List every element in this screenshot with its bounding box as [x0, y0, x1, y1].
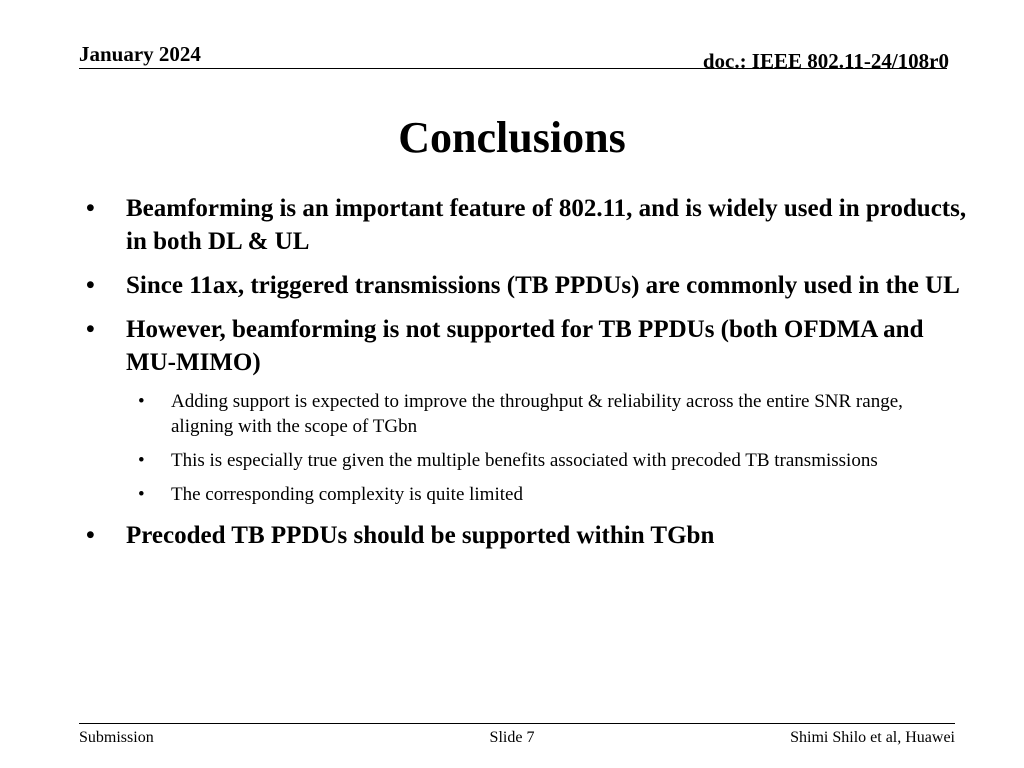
sub-bullet-text: Adding support is expected to improve the throughput & reliability across the entire SNR range, aligning with the scope of TGbn: [171, 391, 903, 437]
header-date: January 2024: [79, 42, 201, 66]
sub-bullet-dot-icon: •: [138, 391, 145, 412]
bullet-dot-icon: •: [86, 316, 95, 343]
footer-divider: [79, 723, 955, 724]
sub-bullet-dot-icon: •: [138, 450, 145, 471]
sub-bullet-item: [138, 448, 961, 473]
sub-bullet-item: [138, 389, 961, 439]
sub-bullet-list: [86, 389, 976, 507]
sub-bullet-text: The corresponding complexity is quite limited: [171, 484, 523, 505]
bullet-dot-icon: •: [86, 522, 95, 549]
bullet-text: Precoded TB PPDUs should be supported within TGbn: [126, 522, 715, 549]
bullet-text: However, beamforming is not supported for TB PPDUs (both OFDMA and MU-MIMO): [126, 316, 924, 376]
bullet-item: [86, 192, 976, 258]
slide-body: [86, 192, 976, 563]
slide-title: Conclusions: [398, 113, 626, 162]
bullet-text: Since 11ax, triggered transmissions (TB PPDUs) are commonly used in the UL: [126, 272, 960, 299]
header-doc-id: doc.: IEEE 802.11-24/108r0: [702, 49, 949, 73]
sub-bullet-item: [138, 482, 961, 507]
bullet-item: [86, 269, 976, 302]
bullet-dot-icon: •: [86, 272, 95, 299]
footer-author: Shimi Shilo et al, Huawei: [790, 729, 955, 746]
bullet-text: Beamforming is an important feature of 802.11, and is widely used in products, in both DL & UL: [126, 195, 967, 255]
sub-bullet-dot-icon: •: [138, 484, 145, 505]
bullet-item: [86, 313, 976, 379]
footer-slide-number: Slide 7: [489, 729, 535, 746]
bullet-dot-icon: •: [86, 195, 95, 222]
footer-submission: Submission: [79, 729, 154, 746]
bullet-item-final: [86, 519, 976, 552]
header-divider: [79, 68, 947, 69]
sub-bullet-text: This is especially true given the multiple benefits associated with precoded TB transmissions: [171, 450, 878, 471]
